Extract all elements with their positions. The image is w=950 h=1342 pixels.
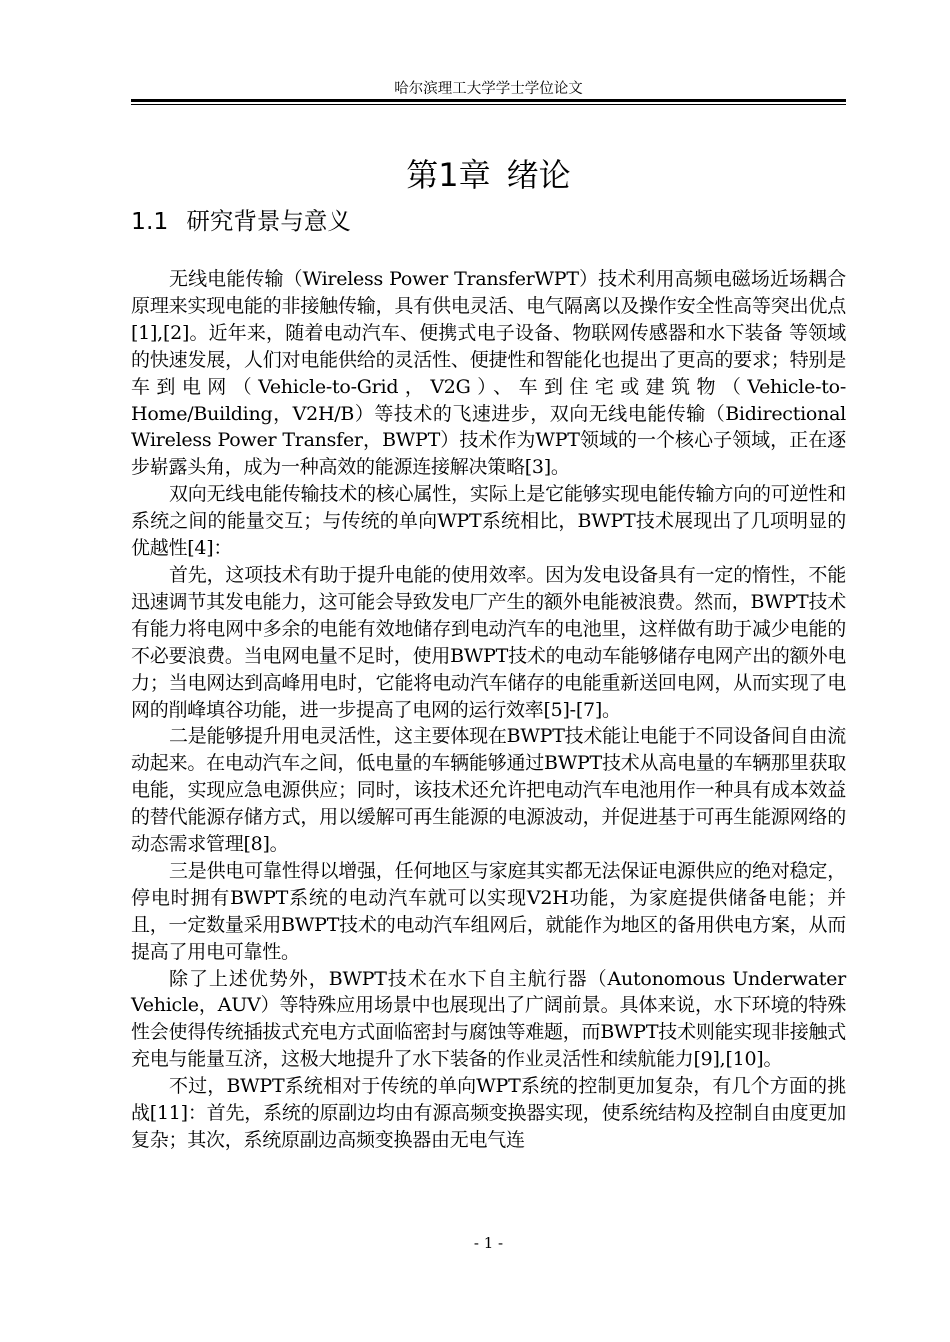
running-header: 哈尔滨理工大学学士学位论文 bbox=[394, 81, 583, 97]
header-rule-thick bbox=[131, 99, 846, 102]
section-name: 研究背景与意义 bbox=[186, 207, 351, 235]
paragraph: 首先，这项技术有助于提升电能的使用效率。因为发电设备具有一定的惰性，不能迅速调节其发电能力，这可能会导致发电厂产生的额外电能被浪费。然而，BWPT技术有能力将电网中多余的电能有效地储存到电动汽车的电池里，这样做有助于减少电能的不必要浪费。当电网电量不足时，使用BWPT技术的电动车能够储存电网产出的额外电力；当电网达到高峰用电时，它能将电动汽车储存的电能重新送回电网，从而实现了电网的削峰填谷功能，进一步提高了电网的运行效率[5]-[7]。 bbox=[131, 563, 846, 721]
paragraph: 无线电能传输（Wireless Power TransferWPT）技术利用高频电磁场近场耦合原理来实现电能的非接触传输，具有供电灵活、电气隔离以及操作安全性高等突出优点[1],[2]。近年来，随着电动汽车、便携式电子设备、物联网传感器和水下装备 等领域的快速发展，人们对电能供给的灵活性、便捷性和智能化也提出了更高的要求；特别是车到电网（Vehicle-to-Grid，V2G）、车到住宅或建筑物（Vehicle-to-Home/Building，V2H/B）等技术的飞速进步，双向无线电能传输（Bidirectional Wireless Power Transfer，BWPT）技术作为WPT领域的一个核心子领域，正在逐步崭露头角，成为一种高效的能源连接解决策略[3]。 bbox=[131, 268, 846, 479]
section-number: 1.1 bbox=[131, 207, 169, 235]
paragraph: 双向无线电能传输技术的核心属性，实际上是它能够实现电能传输方向的可逆性和系统之间的能量交互；与传统的单向WPT系统相比，BWPT技术展现出了几项明显的优越性[4]： bbox=[131, 483, 846, 560]
section-title bbox=[131, 204, 351, 238]
paragraph: 三是供电可靠性得以增强，任何地区与家庭其实都无法保证电源供应的绝对稳定，停电时拥有BWPT系统的电动汽车就可以实现V2H功能，为家庭提供储备电能；并且，一定数量采用BWPT技术的电动汽车组网后，就能作为地区的备用供电方案，从而提高了用电可靠性。 bbox=[131, 859, 846, 963]
body-text bbox=[131, 266, 846, 1154]
paragraph: 除了上述优势外，BWPT技术在水下自主航行器（Autonomous Underwater Vehicle，AUV）等特殊应用场景中也展现出了广阔前景。具体来说，水下环境的特殊性会使得传统插拔式充电方式面临密封与腐蚀等难题，而BWPT技术则能实现非接触式充电与能量互济，这极大地提升了水下装备的作业灵活性和续航能力[9],[10]。 bbox=[131, 967, 846, 1071]
chapter-title bbox=[131, 155, 846, 195]
chapter-number: 第1章 bbox=[406, 156, 491, 194]
header-rule-thin bbox=[131, 104, 846, 105]
paragraph: 二是能够提升用电灵活性，这主要体现在BWPT技术能让电能于不同设备间自由流动起来。在电动汽车之间，低电量的车辆能够通过BWPT技术从高电量的车辆那里获取电能，实现应急电源供应；同时，该技术还允许把电动汽车电池用作一种具有成本效益的替代能源存储方式，用以缓解可再生能源的电源波动，并促进基于可再生能源网络的动态需求管理[8]。 bbox=[131, 725, 846, 856]
page-number: - 1 - bbox=[473, 1234, 504, 1252]
paragraph: 不过，BWPT系统相对于传统的单向WPT系统的控制更加复杂，有几个方面的挑战[11]：首先，系统的原副边均由有源高频变换器实现，使系统结构及控制自由度更加复杂；其次，系统原副边高频变换器由无电气连 bbox=[131, 1075, 846, 1151]
chapter-name: 绪论 bbox=[506, 156, 571, 194]
